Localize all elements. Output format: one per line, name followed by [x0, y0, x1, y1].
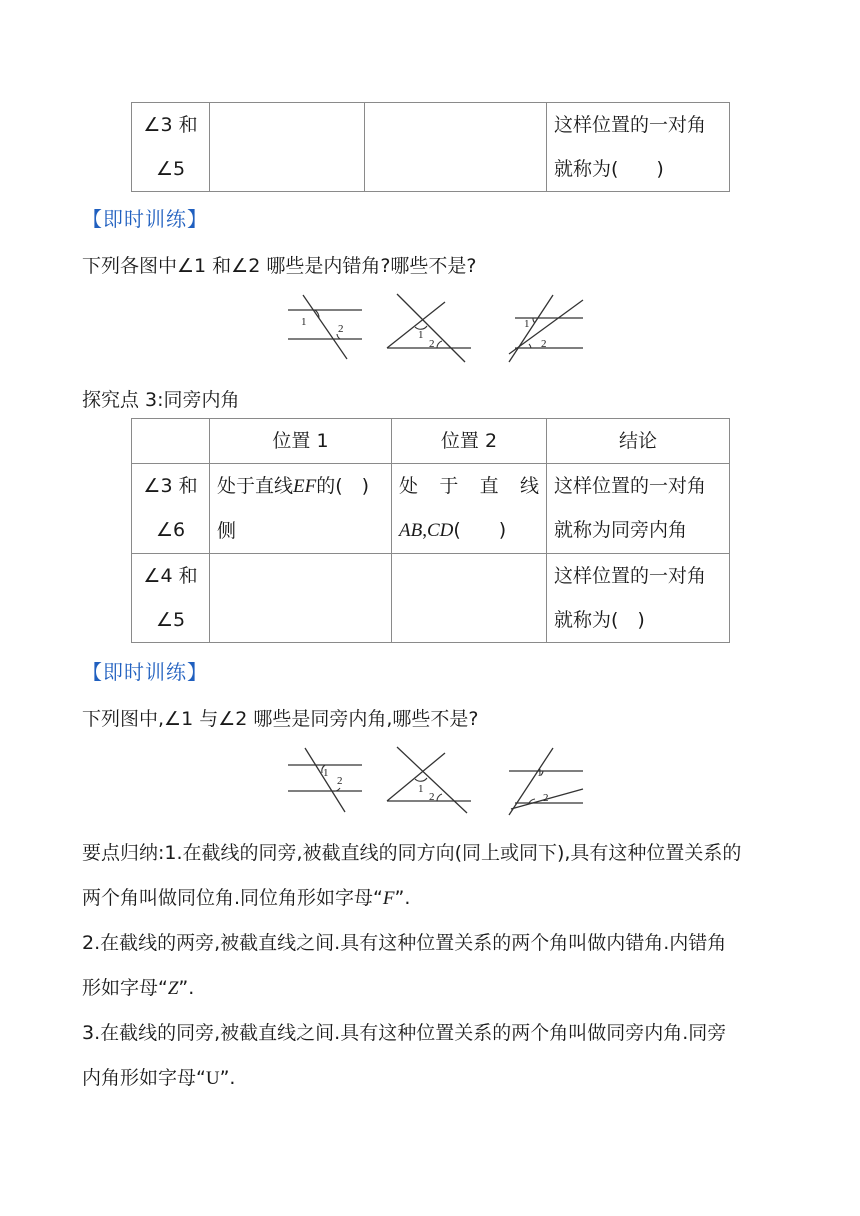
svg-text:1: 1 [418, 329, 424, 341]
angle-arc-1 [415, 778, 427, 781]
table-same-side-interior-angles [131, 418, 730, 643]
section-title: 探究点 3:同旁内角 [82, 389, 240, 411]
position2-cell: 处 于 直 线 AB,CD( ) [392, 464, 547, 554]
figure-2a [285, 745, 365, 815]
angle-arc-2 [437, 341, 442, 348]
transversal [397, 294, 465, 362]
summary-point1-line2: 两个角叫做同位角.同位角形如字母“F”. [82, 887, 411, 909]
header-cell-blank [132, 419, 210, 464]
position2-cell [365, 103, 547, 192]
figure-1c [505, 292, 585, 362]
header-cell-position1: 位置 1 [210, 419, 392, 464]
header-cell-position2: 位置 2 [392, 419, 547, 464]
table-row [132, 464, 730, 554]
svg-text:1: 1 [524, 318, 530, 330]
svg-text:2: 2 [338, 323, 344, 335]
conclusion-cell: 这样位置的一对角 就称为( ) [547, 554, 730, 643]
svg-text:2: 2 [541, 338, 547, 350]
figure-1b [385, 292, 475, 362]
practice-question: 下列图中,∠1 与∠2 哪些是同旁内角,哪些不是? [82, 708, 479, 730]
figure-1a [285, 292, 365, 362]
summary-point3-line2: 内角形如字母“U”. [82, 1067, 236, 1089]
angle-arc-2 [437, 794, 442, 801]
svg-text:1: 1 [301, 316, 307, 328]
position2-cell [392, 554, 547, 643]
figure-2b [385, 745, 475, 815]
table-header-row [132, 419, 730, 464]
summary-point2-line2: 形如字母“Z”. [82, 977, 195, 999]
practice-question: 下列各图中∠1 和∠2 哪些是内错角?哪些不是? [82, 255, 477, 277]
summary-point3-line1: 3.在截线的同旁,被截直线之间.具有这种位置关系的两个角叫做同旁内角.同旁 [82, 1022, 727, 1044]
transversal [397, 747, 467, 813]
angle-pair-cell: ∠3 和 ∠5 [132, 103, 210, 192]
angle-arc-1 [533, 318, 535, 323]
svg-text:2: 2 [337, 775, 343, 787]
angle-pair-cell: ∠3 和 ∠6 [132, 464, 210, 554]
conclusion-cell: 这样位置的一对角 就称为( ) [547, 103, 730, 192]
slanted-line [387, 753, 445, 801]
svg-text:2: 2 [543, 792, 549, 804]
table-row [132, 554, 730, 643]
conclusion-cell: 这样位置的一对角 就称为同旁内角 [547, 464, 730, 554]
figure-2c [505, 745, 585, 815]
table-alternate-angles-continued [131, 102, 730, 192]
transversal [509, 295, 553, 362]
practice-heading: 【即时训练】 [82, 660, 208, 684]
slanted-line [387, 302, 445, 348]
summary-point1-line1: 要点归纳:1.在截线的同旁,被截直线的同方向(同上或同下),具有这种位置关系的 [82, 842, 742, 864]
angle-pair-cell: ∠4 和 ∠5 [132, 554, 210, 643]
svg-text:1: 1 [537, 767, 543, 779]
position1-cell [210, 103, 365, 192]
svg-text:2: 2 [429, 338, 435, 350]
transversal [509, 748, 553, 815]
practice-heading: 【即时训练】 [82, 207, 208, 231]
svg-text:2: 2 [429, 791, 435, 803]
svg-text:1: 1 [323, 767, 329, 779]
svg-text:1: 1 [418, 783, 424, 795]
position1-cell [210, 554, 392, 643]
table-row [132, 103, 730, 192]
position1-cell: 处于直线EF的( ) 侧 [210, 464, 392, 554]
summary-point2-line1: 2.在截线的两旁,被截直线之间.具有这种位置关系的两个角叫做内错角.内错角 [82, 932, 727, 954]
header-cell-conclusion: 结论 [547, 419, 730, 464]
